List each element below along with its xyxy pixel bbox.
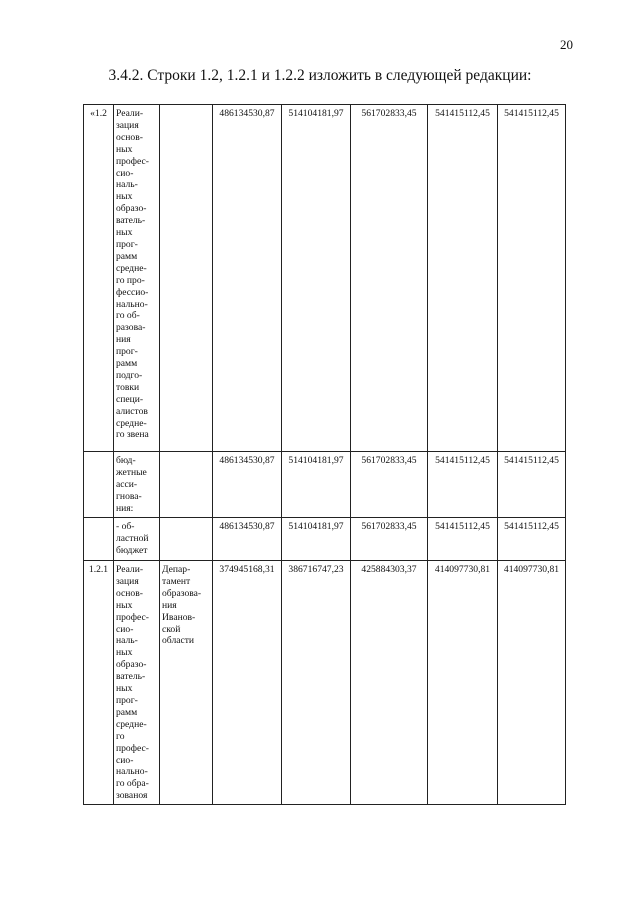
table-row <box>84 452 566 518</box>
row-code <box>84 518 114 561</box>
value-cell: 541415112,45 <box>428 518 498 561</box>
value-cell: 541415112,45 <box>428 452 498 518</box>
row-name <box>114 105 160 452</box>
value-cell: 486134530,87 <box>213 452 282 518</box>
table-row <box>84 105 566 452</box>
value-cell: 374945168,31 <box>213 561 282 805</box>
page-heading: 3.4.2. Строки 1.2, 1.2.1 и 1.2.2 изложить в следующей редакции: <box>108 67 532 84</box>
value-cell: 414097730,81 <box>498 561 566 805</box>
table-row <box>84 561 566 805</box>
row-executor <box>160 518 213 561</box>
budget-table <box>83 104 566 805</box>
value-cell: 541415112,45 <box>498 452 566 518</box>
row-name <box>114 518 160 561</box>
row-name <box>114 561 160 805</box>
value-cell: 425884303,37 <box>351 561 428 805</box>
row-name <box>114 452 160 518</box>
value-cell: 414097730,81 <box>428 561 498 805</box>
row-executor <box>160 105 213 452</box>
value-cell: 514104181,97 <box>282 518 351 561</box>
row-code: 1.2.1 <box>84 561 114 805</box>
table-row <box>84 518 566 561</box>
row-name-text: Реали- зация основ- ных профес- сио- наль- ных образо- ватель- ных прог- рамм средне- го профес- сио- нально- го обра- зованоя <box>116 564 149 802</box>
value-cell: 486134530,87 <box>213 105 282 452</box>
row-executor <box>160 452 213 518</box>
value-cell: 561702833,45 <box>351 518 428 561</box>
row-executor-text: Депар- тамент образова- ния Иванов- ской области <box>162 564 202 647</box>
value-cell: 541415112,45 <box>498 105 566 452</box>
value-cell: 561702833,45 <box>351 105 428 452</box>
row-code <box>84 452 114 518</box>
row-name-text: Реали- зация основ- ных профес- сио- наль- ных образо- ватель- ных прог- рамм средне- го про- фессио- нально- го об- разова- ния прог- рамм подго- товки специ- алистов средне- го звена <box>116 108 149 441</box>
value-cell: 541415112,45 <box>498 518 566 561</box>
value-cell: 561702833,45 <box>351 452 428 518</box>
value-cell: 514104181,97 <box>282 452 351 518</box>
row-name-text: - об- ластной бюджет <box>116 521 149 556</box>
value-cell: 541415112,45 <box>428 105 498 452</box>
value-cell: 486134530,87 <box>213 518 282 561</box>
row-executor <box>160 561 213 805</box>
value-cell: 386716747,23 <box>282 561 351 805</box>
row-name-text: бюд- жетные асси- гнова- ния: <box>116 455 147 514</box>
page-number: 20 <box>560 37 573 52</box>
value-cell: 514104181,97 <box>282 105 351 452</box>
row-code: «1.2 <box>84 105 114 452</box>
